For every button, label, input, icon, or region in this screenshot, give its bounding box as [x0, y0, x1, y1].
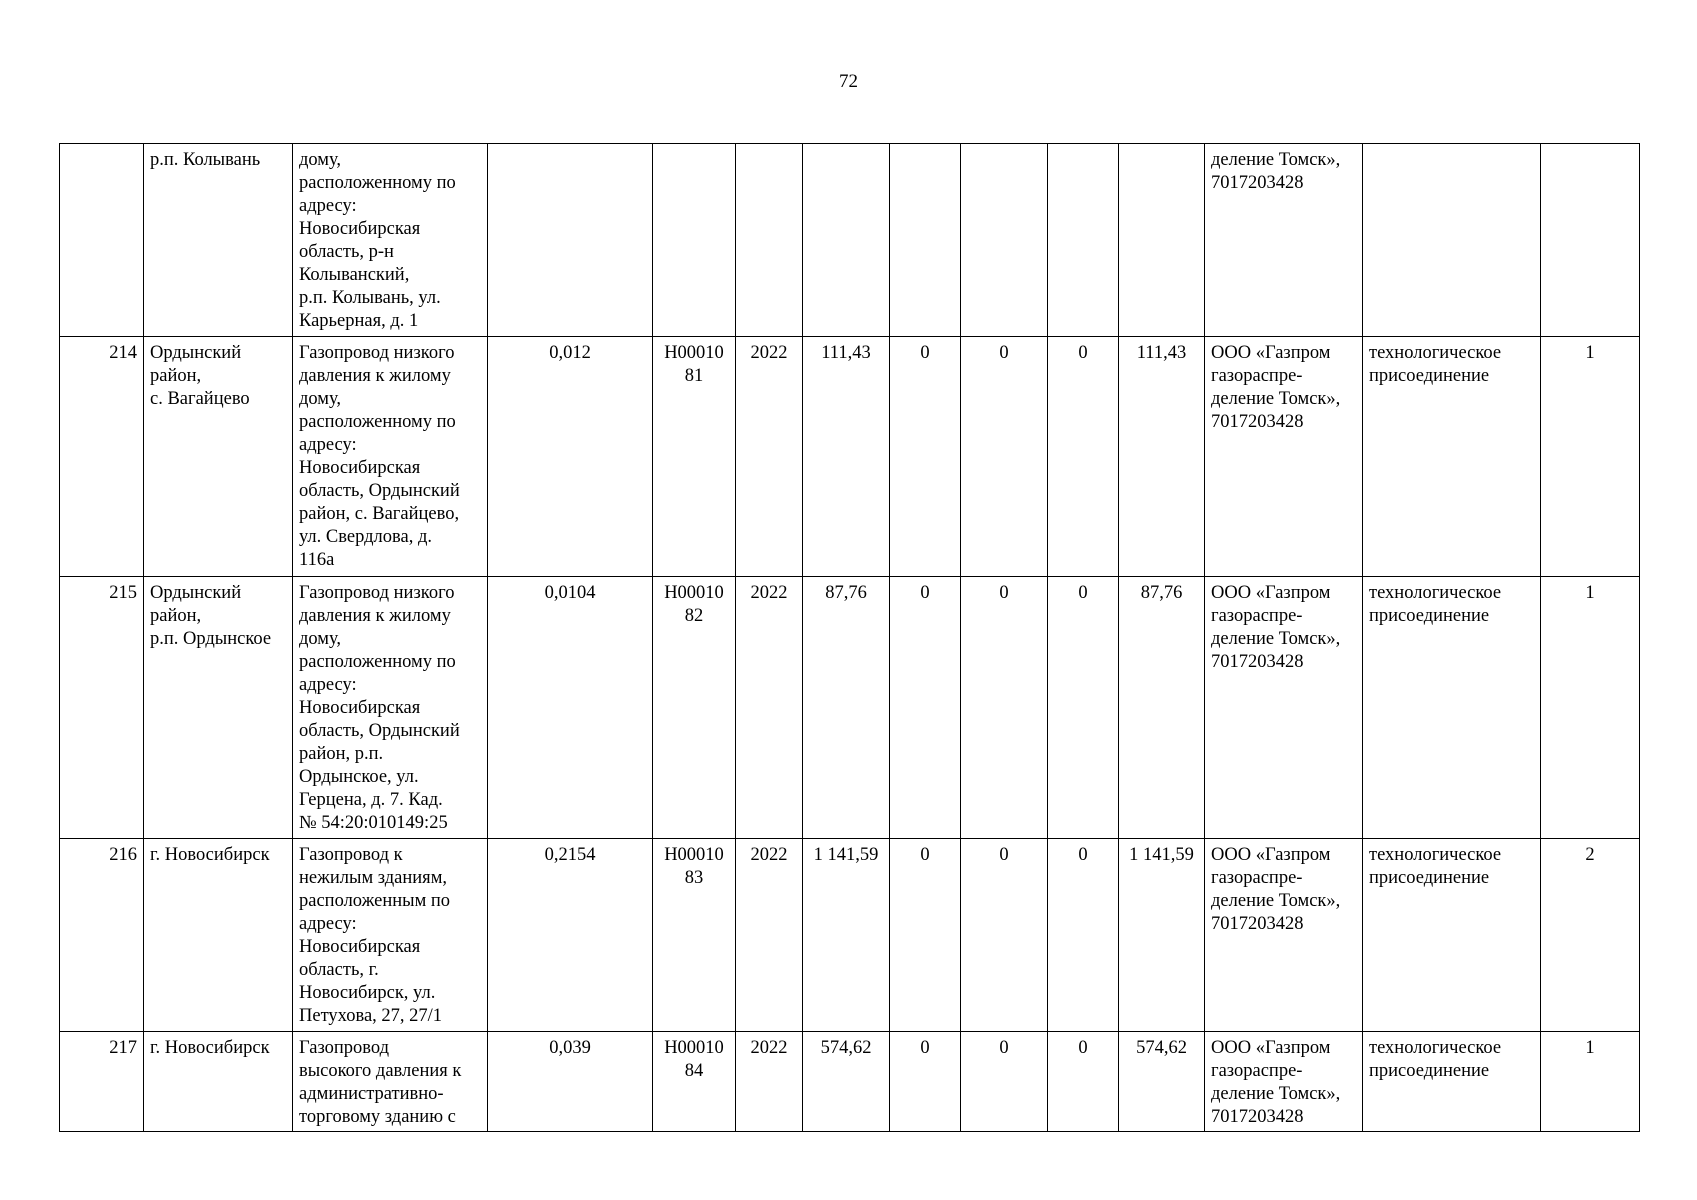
owner-cell: ООО «Газпром газораспре- деление Томск», 7017203428: [1205, 577, 1363, 839]
table-row: [60, 144, 1640, 337]
value-cell-2: 0: [961, 1032, 1048, 1132]
count-cell: 1: [1541, 577, 1640, 839]
table-row: [60, 337, 1640, 577]
year-cell: 2022: [736, 577, 803, 839]
location-cell: Ордынский район, р.п. Ордынское: [144, 577, 293, 839]
owner-cell: ООО «Газпром газораспре- деление Томск», 7017203428: [1205, 1032, 1363, 1132]
year-cell: 2022: [736, 1032, 803, 1132]
value-cell-3: 0: [1048, 839, 1119, 1032]
page-number: 72: [839, 71, 858, 92]
total-cell: [1119, 144, 1205, 337]
count-cell: 1: [1541, 337, 1640, 577]
inventory-number-cell: Н00010 81: [653, 337, 736, 577]
length-cell: 0,0104: [488, 577, 653, 839]
count-cell: [1541, 144, 1640, 337]
value-cell-1: 0: [890, 577, 961, 839]
length-cell: 0,012: [488, 337, 653, 577]
value-cell-3: 0: [1048, 1032, 1119, 1132]
value-cell-3: 0: [1048, 337, 1119, 577]
value-cell-3: 0: [1048, 577, 1119, 839]
location-cell: г. Новосибирск: [144, 1032, 293, 1132]
value-cell-3: [1048, 144, 1119, 337]
owner-cell: ООО «Газпром газораспре- деление Томск», 7017203428: [1205, 839, 1363, 1032]
total-cell: 1 141,59: [1119, 839, 1205, 1032]
row-number: 216: [60, 839, 144, 1032]
count-cell: 2: [1541, 839, 1640, 1032]
asset-table: [59, 143, 1640, 1132]
value-cell-2: 0: [961, 577, 1048, 839]
description-cell: дому, расположенному по адресу: Новосибирская область, р-н Колыванский, р.п. Колывань, ул. Карьерная, д. 1: [293, 144, 488, 337]
inventory-number-cell: Н00010 84: [653, 1032, 736, 1132]
description-cell: Газопровод низкого давления к жилому дому, расположенному по адресу: Новосибирская область, Ордынский район, р.п. Ордынское, ул. Герцена, д. 7. Кад. № 54:20:010149:25: [293, 577, 488, 839]
table-row: [60, 577, 1640, 839]
value-cell-2: [961, 144, 1048, 337]
value-cell-1: 0: [890, 839, 961, 1032]
location-cell: р.п. Колывань: [144, 144, 293, 337]
basis-cell: [1363, 144, 1541, 337]
value-cell-1: 0: [890, 1032, 961, 1132]
description-cell: Газопровод низкого давления к жилому дому, расположенному по адресу: Новосибирская область, Ордынский район, с. Вагайцево, ул. Свердлова, д. 116а: [293, 337, 488, 577]
location-cell: г. Новосибирск: [144, 839, 293, 1032]
count-cell: 1: [1541, 1032, 1640, 1132]
basis-cell: технологическое присоединение: [1363, 1032, 1541, 1132]
owner-cell: ООО «Газпром газораспре- деление Томск», 7017203428: [1205, 337, 1363, 577]
value-cell-1: [890, 144, 961, 337]
year-cell: [736, 144, 803, 337]
value-cell-2: 0: [961, 839, 1048, 1032]
total-cell: 87,76: [1119, 577, 1205, 839]
basis-cell: технологическое присоединение: [1363, 839, 1541, 1032]
row-number: [60, 144, 144, 337]
total-cell: 574,62: [1119, 1032, 1205, 1132]
inventory-number-cell: [653, 144, 736, 337]
cost-cell: 111,43: [803, 337, 890, 577]
length-cell: 0,039: [488, 1032, 653, 1132]
cost-cell: [803, 144, 890, 337]
year-cell: 2022: [736, 839, 803, 1032]
length-cell: 0,2154: [488, 839, 653, 1032]
location-cell: Ордынский район, с. Вагайцево: [144, 337, 293, 577]
table-row: [60, 839, 1640, 1032]
row-number: 214: [60, 337, 144, 577]
row-number: 215: [60, 577, 144, 839]
cost-cell: 87,76: [803, 577, 890, 839]
value-cell-1: 0: [890, 337, 961, 577]
inventory-number-cell: Н00010 82: [653, 577, 736, 839]
table-row: [60, 1032, 1640, 1132]
length-cell: [488, 144, 653, 337]
description-cell: Газопровод к нежилым зданиям, расположенным по адресу: Новосибирская область, г. Новосибирск, ул. Петухова, 27, 27/1: [293, 839, 488, 1032]
value-cell-2: 0: [961, 337, 1048, 577]
basis-cell: технологическое присоединение: [1363, 577, 1541, 839]
description-cell: Газопровод высокого давления к административно- торговому зданию с: [293, 1032, 488, 1132]
owner-cell: деление Томск», 7017203428: [1205, 144, 1363, 337]
cost-cell: 1 141,59: [803, 839, 890, 1032]
total-cell: 111,43: [1119, 337, 1205, 577]
cost-cell: 574,62: [803, 1032, 890, 1132]
row-number: 217: [60, 1032, 144, 1132]
year-cell: 2022: [736, 337, 803, 577]
basis-cell: технологическое присоединение: [1363, 337, 1541, 577]
inventory-number-cell: Н00010 83: [653, 839, 736, 1032]
